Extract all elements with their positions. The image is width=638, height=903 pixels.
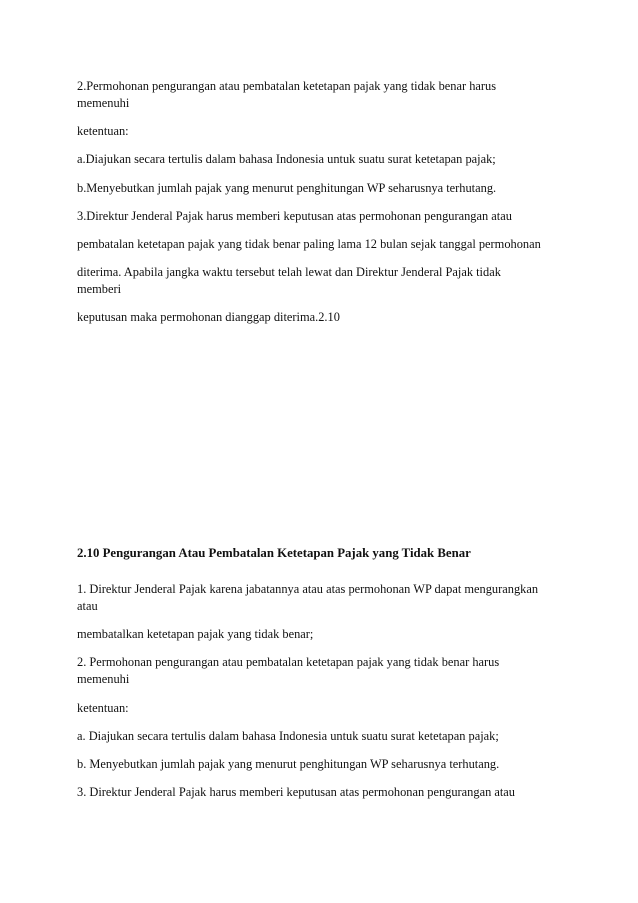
text-line: 3.Direktur Jenderal Pajak harus memberi keputusan atas permohonan pengurangan atau <box>77 209 512 223</box>
text-line: 2. Permohonan pengurangan atau pembatalan ketetapan pajak yang tidak benar harus <box>77 655 500 669</box>
text-line: 3. Direktur Jenderal Pajak harus memberi keputusan atas permohonan pengurangan atau <box>77 785 515 799</box>
text-line: 2.Permohonan pengurangan atau pembatalan ketetapan pajak yang tidak benar harus <box>77 79 497 93</box>
text-line: 1. Direktur Jenderal Pajak karena jabatannya atau atas permohonan WP dapat mengurangkan <box>77 582 539 596</box>
text-line: memberi <box>77 282 122 296</box>
text-line: atau <box>77 599 98 613</box>
text-line: diterima. Apabila jangka waktu tersebut telah lewat dan Direktur Jenderal Pajak tidak <box>77 265 501 279</box>
text-line: ketentuan: <box>77 124 129 138</box>
text-line: memenuhi <box>77 96 130 110</box>
text-line: keputusan maka permohonan dianggap diterima.2.10 <box>77 310 340 324</box>
text-line: membatalkan ketetapan pajak yang tidak benar; <box>77 627 314 641</box>
text-line: b.Menyebutkan jumlah pajak yang menurut penghitungan WP seharusnya terhutang. <box>77 181 497 195</box>
text-line: a. Diajukan secara tertulis dalam bahasa Indonesia untuk suatu surat ketetapan pajak; <box>77 729 499 743</box>
section-heading: 2.10 Pengurangan Atau Pembatalan Ketetapan Pajak yang Tidak Benar <box>77 546 471 560</box>
text-line: a.Diajukan secara tertulis dalam bahasa Indonesia untuk suatu surat ketetapan pajak; <box>77 152 496 166</box>
text-line: ketentuan: <box>77 701 129 715</box>
text-line: pembatalan ketetapan pajak yang tidak benar paling lama 12 bulan sejak tanggal permohonan <box>77 237 541 251</box>
text-line: memenuhi <box>77 672 130 686</box>
text-line: b. Menyebutkan jumlah pajak yang menurut penghitungan WP seharusnya terhutang. <box>77 757 500 771</box>
